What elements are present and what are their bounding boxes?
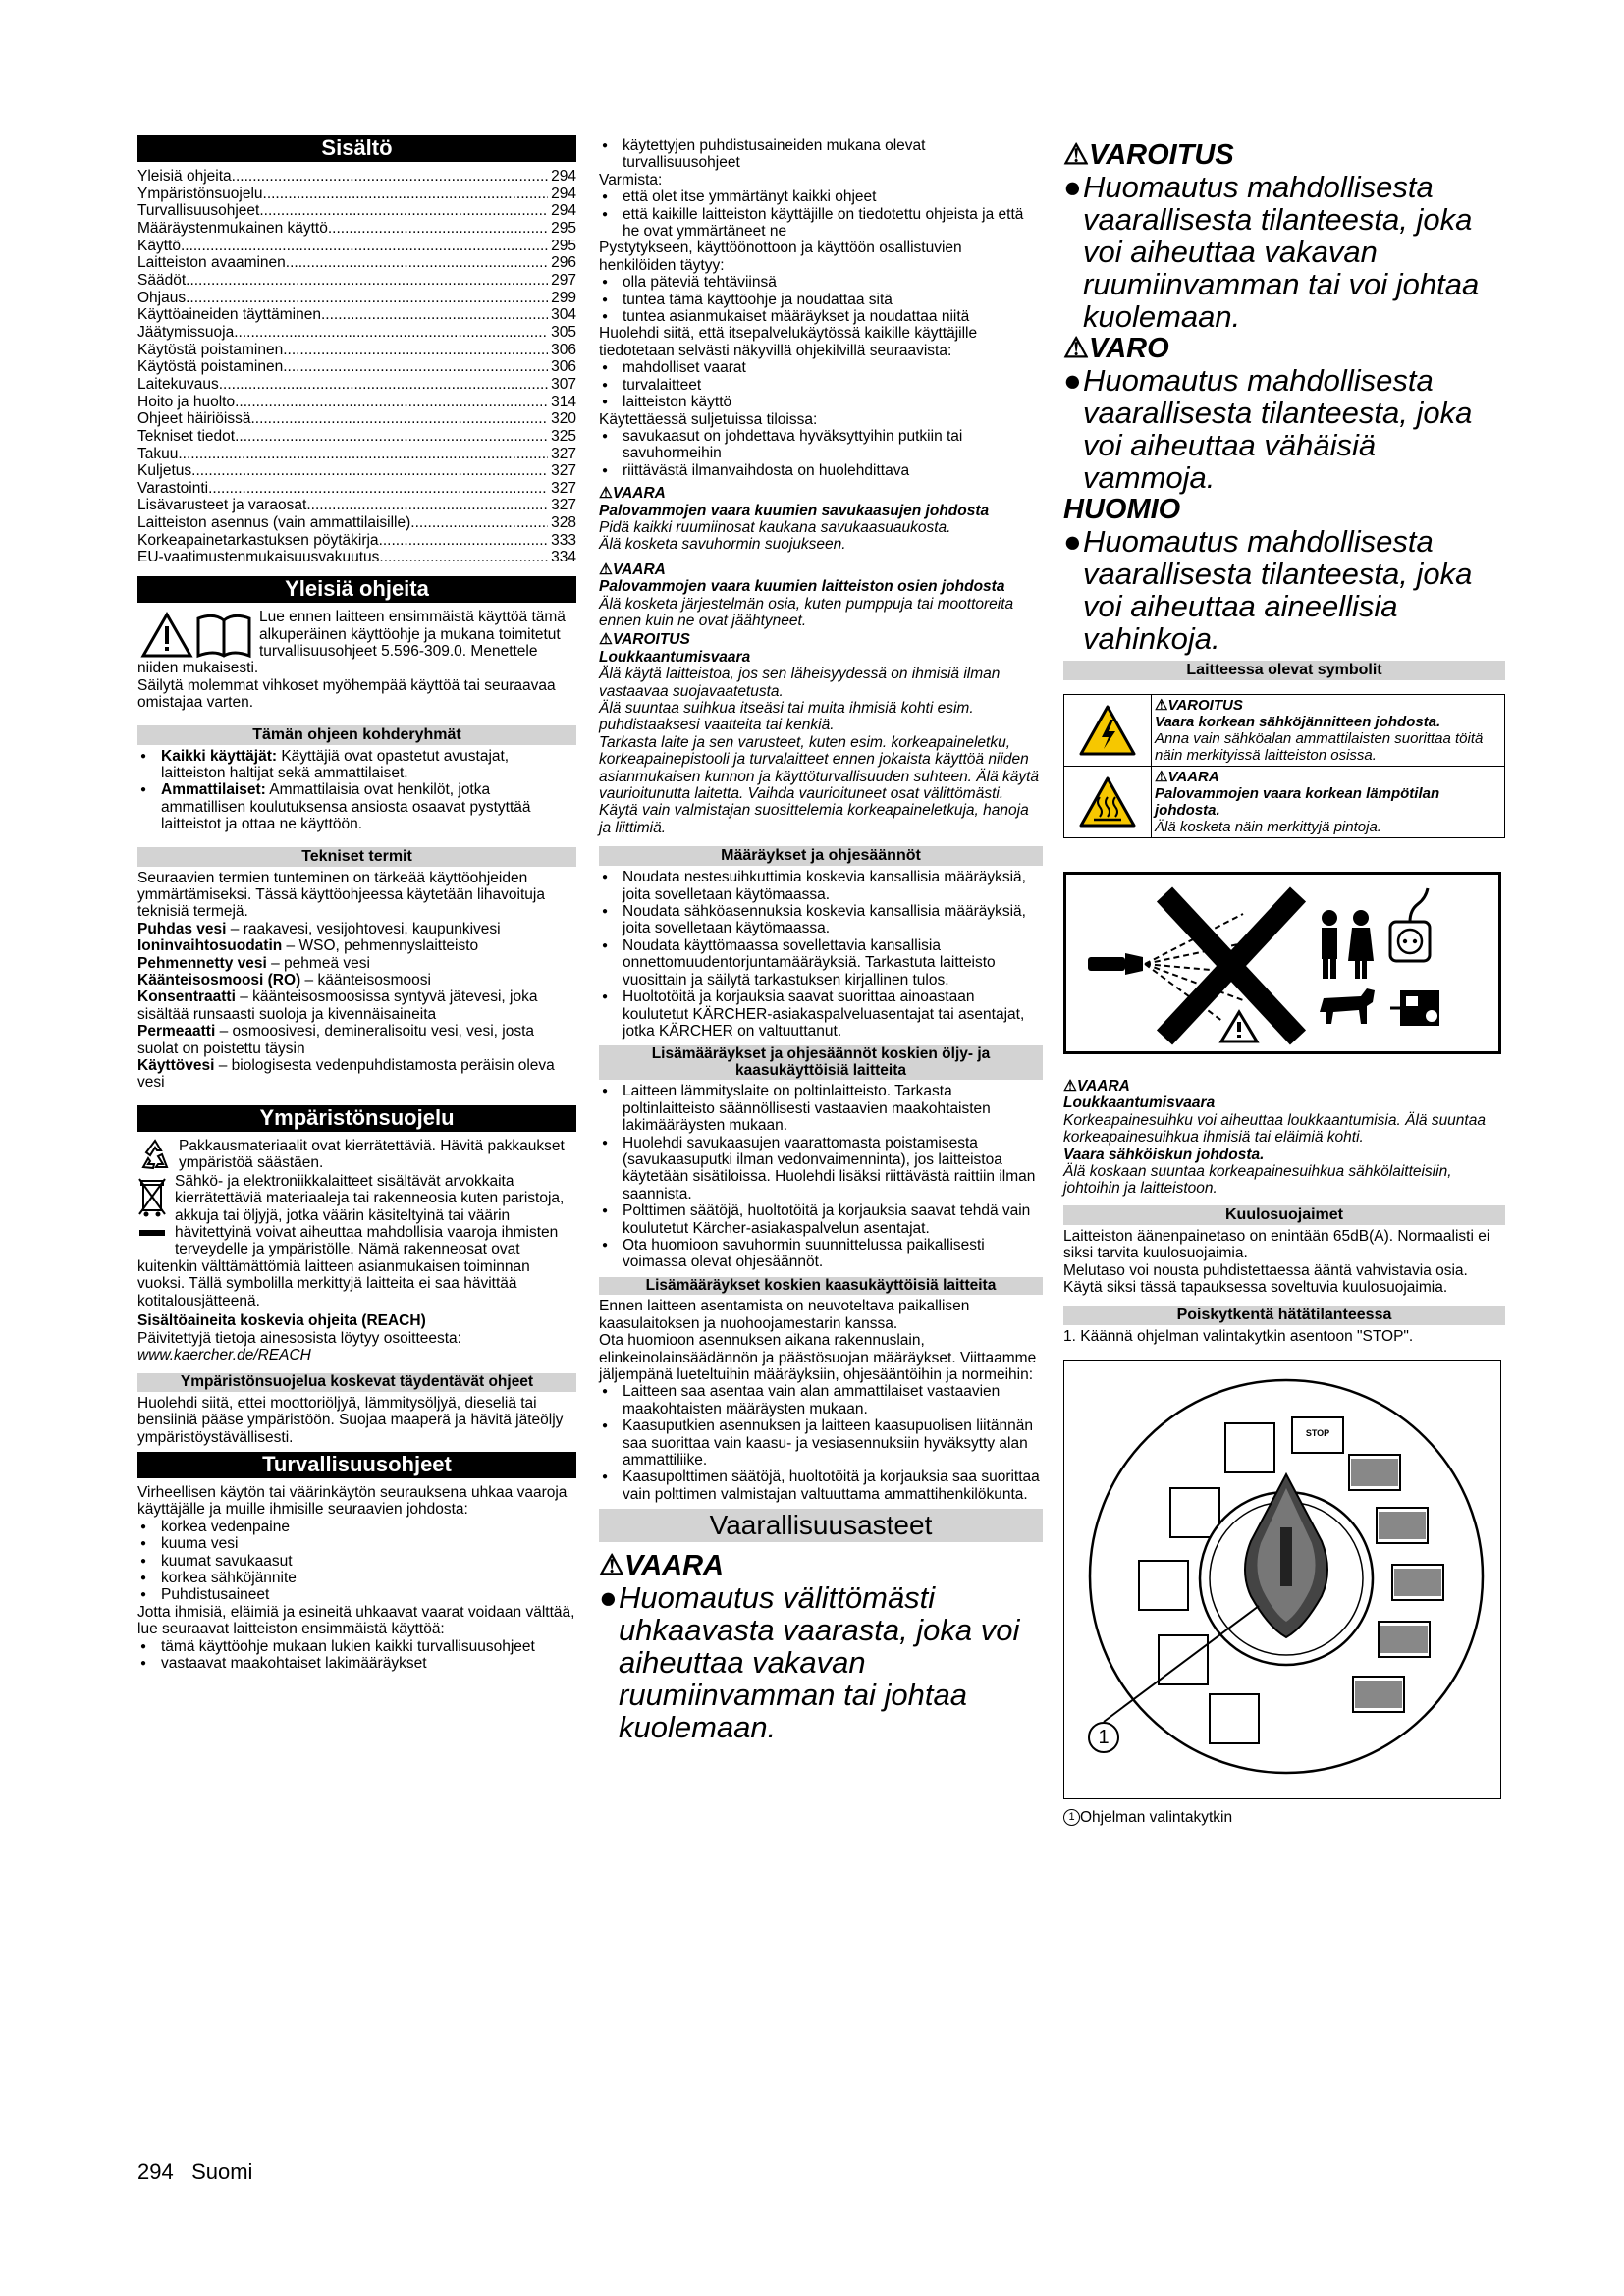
list-item: ● Noudata käyttömaassa sovellettavia kansallisia onnettomuudentorjuntamääräyksiä. Tarkastuta laitteisto vuosittain ja säilytä tarkastuksen kirjallinen tulos.	[599, 937, 1043, 988]
toc-entry[interactable]	[137, 342, 576, 359]
term-item: Ioninvaihtosuodatin – WSO, pehmennyslaitteisto	[137, 937, 479, 955]
env-extra-heading: Ympäristönsuojelua koskevat täydentävät ohjeet	[137, 1373, 576, 1392]
toc-leader	[178, 446, 548, 463]
toc-entry-page: 297	[551, 271, 576, 289]
regs-heading: Määräykset ja ohjesäännöt	[599, 846, 1043, 866]
term-item: Konsentraatti – käänteisosmoosissa syntyvä jätevesi, joka sisältää runsaasti suoloja ja kivennäisaineita	[137, 988, 538, 1023]
gas-heading: Lisämääräykset koskien kaasukäyttöisiä laitteita	[599, 1277, 1043, 1296]
target-groups-heading: Tämän ohjeen kohderyhmät	[137, 725, 576, 745]
toc-entry[interactable]	[137, 480, 576, 498]
toc-entry-title: Laitteiston asennus (vain ammattilaisille)	[137, 514, 411, 532]
toc-entry-title: Käyttöaineiden täyttäminen	[137, 306, 321, 324]
env-extra-text: Huolehdi siitä, ettei moottoriöljyä, lämmitysöljyä, dieseliä tai bensiiniä pääse ympäristöön. Suojaa maaperä ja hävitä jäteöljy ympäristöystävällisesti.	[137, 1394, 564, 1446]
toc-leader	[328, 220, 548, 238]
safety-avoid: Jotta ihmisiä, eläimiä ja esineitä uhkaavat vaarat voidaan välttää, lue seuraavat laitteiston ensimmäistä käyttöä:	[137, 1603, 575, 1638]
hearing-p1: Laitteiston äänenpainetaso on enintään 65dB(A). Normaalisti ei siksi tarvita kuulosuojaimia.	[1063, 1227, 1490, 1262]
toc-entry-title: Käyttö	[137, 237, 181, 254]
toc-entry[interactable]	[137, 462, 576, 480]
toc-entry-page: 320	[551, 410, 576, 428]
emergency-step: 1. Käännä ohjelman valintakytkin asentoon "STOP".	[1063, 1328, 1414, 1346]
toc-leader	[379, 549, 548, 566]
toc-entry-title: Yleisiä ohjeita	[137, 168, 232, 185]
list-item: ● Puhdistusaineet	[137, 1586, 576, 1603]
toc-entry-title: Laitekuvaus	[137, 375, 219, 393]
warning-triangle-icon: ⚠	[599, 631, 613, 649]
list-item: ● mahdolliset vaarat	[599, 359, 1043, 376]
list-item: ● tämä käyttöohje mukaan lukien kaikki turvallisuusohjeet	[137, 1638, 576, 1655]
toc-entry-title: Takuu	[137, 445, 179, 462]
persons-list	[599, 274, 1043, 325]
general-block	[137, 609, 576, 711]
toc-entry-page: 325	[551, 427, 576, 445]
signs-intro: Huolehdi siitä, että itsepalvelukäytössä kaikille käyttäjille tiedotetaan selvästi näkyvillä ohjekilvillä seuraavista:	[599, 325, 978, 359]
toc-entry-page: 294	[551, 185, 576, 202]
list-item: ● tuntea tämä käyttöohje ja noudattaa sitä	[599, 292, 1043, 308]
list-item: ● käytettyjen puhdistusaineiden mukana olevat turvallisuusohjeet	[599, 137, 1043, 172]
hazard-level-vaara: ⚠VAARA ● Huomautus välittömästi uhkaavasta vaarasta, joka voi aiheuttaa vakavan ruumiinvamman tai johtaa kuolemaan.	[599, 1550, 1020, 1745]
toc-leader	[263, 186, 549, 203]
toc-entry[interactable]	[137, 254, 576, 272]
list-item: ● Kaasupolttimen säätöjä, huoltotöitä ja korjauksia saa suorittaa vain polttimen valmistajan valtuuttama ammattihenkilökunta.	[599, 1468, 1043, 1503]
list-item: ● olla päteviä tehtäviinsä	[599, 274, 1043, 291]
term-item: Puhdas vesi – raakavesi, vesijohtovesi, kaupunkivesi	[137, 920, 501, 937]
callout-number: 1	[1098, 1726, 1110, 1748]
toc-entry-title: Määräystenmukainen käyttö	[137, 219, 328, 237]
toc-entry-page: 305	[551, 323, 576, 341]
toc-entry-page: 314	[551, 393, 576, 410]
env-heading: Ympäristönsuojelu	[137, 1105, 576, 1132]
warning-triangle-icon: ⚠	[1063, 1078, 1077, 1095]
toc-entry-title: Varastointi	[137, 479, 209, 497]
toc-entry-page: 299	[551, 289, 576, 306]
hazards-list	[137, 1519, 576, 1604]
page-number: 294	[137, 2160, 174, 2184]
toc-entry-page: 327	[551, 462, 576, 480]
list-item: ● Noudata sähköasennuksia koskevia kansallisia määräyksiä, joita sovelletaan käytömaassa.	[599, 903, 1043, 937]
weee-bin-icon	[137, 1175, 167, 1244]
toc-entry-title: Ohjeet häiriöissä	[137, 410, 251, 428]
toc-entry-title: Lisävarusteet ja varaosat	[137, 497, 307, 514]
toc-leader	[219, 376, 548, 394]
toc-leader	[283, 358, 548, 376]
column-3	[1063, 133, 1505, 1826]
toc-entry-title: Säädöt	[137, 271, 187, 289]
symbol-row-voltage: ⚠VAROITUS Vaara korkean sähköjännitteen johdosta. Anna vain sähköalan ammattilaisten suorittaa töitä näin merkityissä laitteiston osissa.	[1063, 694, 1505, 767]
list-item: ● Kaasuputkien asennuksen ja laitteen kaasupuolisen liitännän saa suorittaa vain kaasu- ja vesiasennuksiin hyväksytty alan ammattiliike.	[599, 1417, 1043, 1468]
hot-surface-icon	[1064, 767, 1152, 837]
warning-triangle-icon: ⚠	[599, 561, 613, 578]
terms-heading: Tekniset termit	[137, 847, 576, 867]
target-groups-list	[137, 748, 576, 833]
toc-entry-page: 333	[551, 531, 576, 549]
toc-list	[137, 168, 576, 566]
list-item: ● Laitteen saa asentaa vain alan ammattilaiset vastaavien maakohtaisten määräysten mukaan.	[599, 1383, 1043, 1417]
toc-entry[interactable]	[137, 446, 576, 463]
toc-entry-page: 304	[551, 306, 576, 324]
regs-list	[599, 869, 1043, 1040]
toc-entry-page: 294	[551, 168, 576, 185]
toc-entry-page: 327	[551, 479, 576, 497]
list-item: ● savukaasut on johdettava hyväksyttyihin putkiin tai savuhormeihin	[599, 428, 1043, 462]
toc-entry-page: 295	[551, 237, 576, 254]
toc-entry[interactable]	[137, 410, 576, 428]
toc-entry-page: 334	[551, 549, 576, 566]
general-heading: Yleisiä ohjeita	[137, 576, 576, 603]
warning-triangle-icon: ⚠	[1155, 697, 1168, 714]
warning-triangle-icon: ⚠	[599, 1550, 624, 1582]
toc-leader	[283, 342, 548, 359]
symbols-heading: Laitteessa olevat symbolit	[1063, 661, 1505, 680]
recycling-icon	[137, 1138, 173, 1173]
list-item: ● korkea sähköjännite	[137, 1570, 576, 1586]
list-item: ● Laitteen lämmityslaite on poltinlaitteisto. Tarkasta poltinlaitteisto säännöllisesti vastaavien maakohtaisten lakimääräysten mukaan.	[599, 1083, 1043, 1134]
toc-leader	[259, 202, 548, 220]
list-item: ● laitteiston käyttö	[599, 394, 1043, 410]
toc-entry[interactable]	[137, 358, 576, 376]
list-item: ● korkea vedenpaine	[137, 1519, 576, 1535]
toc-entry-title: Käytöstä poistaminen	[137, 341, 284, 358]
list-item: ● Kaikki käyttäjät: Käyttäjiä ovat opastetut avustajat, laitteiston haltijat sekä ammattilaiset.	[137, 748, 576, 782]
env-electrical: Sähkö- ja elektroniikkalaitteet sisältävät arvokkaita kierrätettäviä materiaaleja tai rakenneosia kuten paristoja, akkuja tai öljyjä, jotka väärin käsiteltyinä tai väärin hävitettyinä voivat aiheuttaa mahdollisia vaaroja ihmisten terveydelle ja ympäristölle. Nämä rakenneosat ovat kuitenkin välttämättömiä laitteen asianmukaisen toiminnan vuoksi. Tällä symbolilla merkittyjä laitteita ei saa hävittää kotitalousjätteenä.	[137, 1172, 565, 1309]
avoid-list	[137, 1638, 576, 1673]
read-manual-icon	[139, 611, 253, 660]
emergency-heading: Poiskytkentä hätätilanteessa	[1063, 1306, 1505, 1325]
list-item: ● Ammattilaiset: Ammattilaisia ovat henkilöt, jotka ammatillisen koulutuksensa ansiosta osaavat pystyttää laitteistot ja ottaa ne käyttöön.	[137, 781, 576, 832]
spray-warning: ⚠VAARA Loukkaantumisvaara Korkeapainesuihku voi aiheuttaa loukkaantumisia. Älä suuntaa korkeapainesuihkua ihmisiä tai eläimiä kohti. Vaara sähköiskun johdosta. Älä koskaan suuntaa korkeapainesuihkua sähkölaitteisiin, johtoihin ja laitteistoon.	[1063, 1078, 1486, 1198]
toc-leader	[234, 324, 548, 342]
warning-triangle-icon: ⚠	[1155, 769, 1168, 785]
list-item: ● riittävästä ilmanvaihdosta on huolehdittava	[599, 462, 1043, 479]
toc-entry[interactable]	[137, 202, 576, 220]
gas-list	[599, 1383, 1043, 1503]
warning-triangle-icon: ⚠	[599, 485, 613, 503]
program-selector-figure	[1063, 1360, 1501, 1799]
oil-list	[599, 1083, 1043, 1270]
env-packaging: Pakkausmateriaalit ovat kierrätettäviä. Hävitä pakkaukset ympäristöä säästäen.	[137, 1138, 576, 1173]
toc-leader	[208, 480, 548, 498]
list-item: ● Noudata nestesuihkuttimia koskevia kansallisia määräyksiä, joita sovelletaan käytömaassa.	[599, 869, 1043, 903]
footer-language: Suomi	[191, 2160, 253, 2184]
toc-entry[interactable]	[137, 428, 576, 446]
list-item: ● kuumat savukaasut	[137, 1553, 576, 1570]
list-item: ● että kaikille laitteiston käyttäjille on tiedotettu ohjeista ja että he ovat ymmärtäneet ne	[599, 206, 1043, 240]
ensure-label: Varmista:	[599, 171, 663, 188]
warning-block: ⚠VAARA Palovammojen vaara kuumien savukaasujen johdosta Pidä kaikki ruumiinosat kaukana savukaasuaukosta. Älä kosketa savuhormin suojukseen.	[599, 485, 990, 554]
symbol-row-hot-surface: ⚠VAARA Palovammojen vaara korkean lämpötilan johdosta. Älä kosketa näin merkittyjä pintoja.	[1063, 767, 1505, 838]
toc-entry-title: EU-vaatimustenmukaisuusvakuutus	[137, 549, 380, 566]
persons-intro: Pystytykseen, käyttöönottoon ja käyttöön osallistuvien henkilöiden täytyy:	[599, 240, 962, 274]
column-1	[137, 133, 576, 1673]
hazard-level-varoitus: ⚠VAROITUS ● Huomautus mahdollisesta vaarallisesta tilanteesta, joka voi aiheuttaa vakavan ruumiinvamman tai voi johtaa kuolemaan.	[1063, 139, 1480, 334]
toc-entry-title: Ohjaus	[137, 289, 187, 306]
oil-heading: Lisämääräykset ja ohjesäännöt koskien öljy- ja kaasukäyttöisiä laitteita	[599, 1045, 1043, 1080]
toc-leader	[191, 462, 548, 480]
reach-url[interactable]: www.kaercher.de/REACH	[137, 1346, 311, 1363]
stop-label: STOP	[1305, 1427, 1330, 1438]
warning-triangle-icon: ⚠	[1063, 333, 1089, 364]
toc-entry-page: 306	[551, 358, 576, 376]
toc-entry[interactable]	[137, 168, 576, 186]
avoid-list-cont	[599, 137, 1043, 172]
toc-entry-page: 306	[551, 341, 576, 358]
toc-entry-page: 327	[551, 497, 576, 514]
list-item: ● että olet itse ymmärtänyt kaikki ohjeet	[599, 188, 1043, 205]
ensure-list	[599, 188, 1043, 240]
toc-heading: Sisältö	[137, 135, 576, 162]
term-item: Pehmennetty vesi – pehmeä vesi	[137, 954, 370, 972]
toc-leader	[286, 254, 548, 272]
list-item: ● kuuma vesi	[137, 1535, 576, 1552]
terms-list	[137, 921, 576, 1092]
toc-entry-title: Ympäristönsuojelu	[137, 185, 263, 202]
column-2	[599, 137, 1043, 1743]
closed-intro: Käytettäessä suljetuissa tiloissa:	[599, 410, 818, 428]
toc-entry-title: Laitteiston avaaminen	[137, 254, 286, 272]
hazard-level-varo: ⚠VARO ● Huomautus mahdollisesta vaarallisesta tilanteesta, joka voi aiheuttaa vähäisiä vammoja.	[1063, 333, 1473, 495]
toc-entry[interactable]	[137, 549, 576, 566]
toc-entry-page: 307	[551, 375, 576, 393]
list-item: ● Ota huomioon savuhormin suunnittelussa paikallisesti voimassa olevat ohjesäännöt.	[599, 1237, 1043, 1271]
term-item: Käyttövesi – biologisesta vedenpuhdistamosta peräisin oleva vesi	[137, 1057, 555, 1092]
toc-entry[interactable]	[137, 238, 576, 255]
general-keep: Säilytä molemmat vihkoset myöhempää käyttöä tai seuraavaa omistajaa varten.	[137, 676, 556, 712]
toc-leader	[306, 497, 548, 514]
list-item: ● Polttimen säätöjä, huoltotöitä ja korjauksia saavat tehdä vain koulutetut Kärcher-asiakaspalvelun asentajat.	[599, 1202, 1043, 1237]
toc-entry-title: Kuljetus	[137, 462, 192, 480]
toc-entry-page: 327	[551, 445, 576, 462]
list-item: ● vastaavat maakohtaiset lakimääräykset	[137, 1655, 576, 1672]
toc-entry[interactable]	[137, 497, 576, 514]
toc-entry[interactable]	[137, 514, 576, 532]
toc-leader	[321, 306, 548, 324]
toc-leader	[186, 272, 548, 290]
toc-entry[interactable]	[137, 324, 576, 342]
toc-entry[interactable]	[137, 220, 576, 238]
safety-intro: Virheellisen käytön tai väärinkäytön seurauksena uhkaa vaaroja käyttäjälle ja muille ihmisille seuraavien johdosta:	[137, 1484, 568, 1519]
toc-entry-title: Turvallisuusohjeet	[137, 202, 260, 220]
signs-list	[599, 359, 1043, 410]
toc-entry-title: Korkeapainetarkastuksen pöytäkirja	[137, 531, 379, 549]
toc-entry-page: 296	[551, 254, 576, 272]
toc-entry-title: Käytöstä poistaminen	[137, 358, 284, 376]
list-item: ● Huolehdi savukaasujen vaarattomasta poistamisesta (savukaasuputki ilman vedonvaimenninta), jos laitteistoa käytetään sisätiloissa. Huolehdi lisäksi riittävästä raittiin ilman saannista.	[599, 1135, 1043, 1203]
warning-block: ⚠VAROITUS Loukkaantumisvaara Älä käytä laitteistoa, jos sen läheisyydessä on ihmisiä ilman vastaavaa suojavaatetusta. Älä suuntaa suihkua itseäsi tai muita ihmisiä kohti esim. puhdistaaksesi vaatteita tai kenkiä. Tarkasta laite ja sen varusteet, kuten esim. korkeapaineletku, korkeapainepistooli ja turvalaitteet ennen jokaista käyttöä niiden asianmukaisen kunnon ja käyttöturvallisuuden suhteen. Älä käytä vaurioitunutta laitetta. Vaihda vaurioituneet osat välittömästi. Käytä vain valmistajan suosittelemia korkeapaineletkuja, hanoja ja liittimiä.	[599, 631, 1040, 836]
toc-entry[interactable]	[137, 532, 576, 550]
high-voltage-icon	[1064, 695, 1152, 766]
toc-entry[interactable]	[137, 394, 576, 411]
reach-text: Päivitettyjä tietoja ainesosista löytyy osoitteesta:	[137, 1329, 461, 1347]
page-footer	[137, 2160, 252, 2185]
hazard-level-huomio: HUOMIO ● Huomautus mahdollisesta vaarallisesta tilanteesta, joka voi aiheuttaa aineellisia vahinkoja.	[1063, 494, 1473, 656]
toc-leader	[235, 394, 548, 411]
toc-entry[interactable]	[137, 186, 576, 203]
toc-entry-page: 295	[551, 219, 576, 237]
toc-entry-title: Tekniset tiedot	[137, 427, 236, 445]
terms-intro: Seuraavien termien tunteminen on tärkeää käyttöohjeiden ymmärtämiseksi. Tässä käyttöohjeessa käytetään lihavoituja teknisiä termejä.	[137, 869, 545, 921]
toc-leader	[181, 238, 548, 255]
reach-title: Sisältöaineita koskevia ohjeita (REACH)	[137, 1312, 426, 1330]
toc-entry[interactable]	[137, 306, 576, 324]
term-item: Käänteisosmoosi (RO) – käänteisosmoosi	[137, 972, 431, 988]
toc-entry-title: Jäätymissuoja	[137, 323, 235, 341]
warning-triangle-icon: ⚠	[1063, 139, 1089, 171]
closed-list	[599, 428, 1043, 479]
list-item: ● Huoltotöitä ja korjauksia saavat suorittaa ainoastaan koulutetut KÄRCHER-asiakaspalveluasentajat tai asentajat, jotka KÄRCHER on valtuuttanut.	[599, 988, 1043, 1040]
toc-leader	[232, 168, 548, 186]
toc-leader	[186, 290, 548, 307]
term-item: Permeaatti – osmoosivesi, demineralisoitu vesi, vesi, josta suolat on poistettu täysin	[137, 1023, 535, 1057]
list-item: ● turvalaitteet	[599, 377, 1043, 394]
safety-heading: Turvallisuusohjeet	[137, 1452, 576, 1478]
toc-entry-title: Hoito ja huolto	[137, 393, 236, 410]
callout-circle-icon: 1	[1063, 1809, 1080, 1826]
toc-entry[interactable]	[137, 272, 576, 290]
toc-entry[interactable]	[137, 290, 576, 307]
no-spray-pictogram	[1063, 872, 1501, 1054]
hearing-p2: Melutaso voi nousta puhdistettaessa ääntä vahvistavia osia. Käytä siksi tässä tapauksessa soveltuvia kuulosuojaimia.	[1063, 1261, 1468, 1297]
toc-leader	[235, 428, 548, 446]
toc-leader	[250, 410, 548, 428]
toc-entry[interactable]	[137, 376, 576, 394]
toc-leader	[410, 514, 548, 532]
warning-block: ⚠VAARA Palovammojen vaara kuumien laitteiston osien johdosta Älä kosketa järjestelmän osia, kuten pumppuja tai moottoreita ennen kuin ne ovat jäähtyneet.	[599, 561, 1014, 629]
list-item: ● tuntea asianmukaiset määräykset ja noudattaa niitä	[599, 308, 1043, 325]
hearing-heading: Kuulosuojaimet	[1063, 1205, 1505, 1225]
toc-entry-page: 294	[551, 202, 576, 220]
toc-entry-page: 328	[551, 514, 576, 532]
general-intro: Lue ennen laitteen ensimmäistä käyttöä tämä alkuperäinen käyttöohje ja mukana toimitetut turvallisuusohjeet 5.596-309.0. Menettele niiden mukaisesti.	[137, 609, 566, 677]
toc-leader	[379, 532, 549, 550]
hazard-levels-heading: Vaarallisuusasteet	[599, 1509, 1043, 1542]
figure-caption: 1 Ohjelman valintakytkin	[1063, 1809, 1505, 1826]
gas-note: Ota huomioon asennuksen aikana rakennuslain, elinkeinolainsäädännön ja päästösuojan määräykset. Viittaamme jäljempänä lueteltuihin määräyksiin, ohjesääntöihin ja normeihin:	[599, 1332, 1037, 1383]
gas-intro: Ennen laitteen asentamista on neuvoteltava paikallisen kaasulaitoksen ja nuohoojamestarin kanssa.	[599, 1298, 970, 1332]
